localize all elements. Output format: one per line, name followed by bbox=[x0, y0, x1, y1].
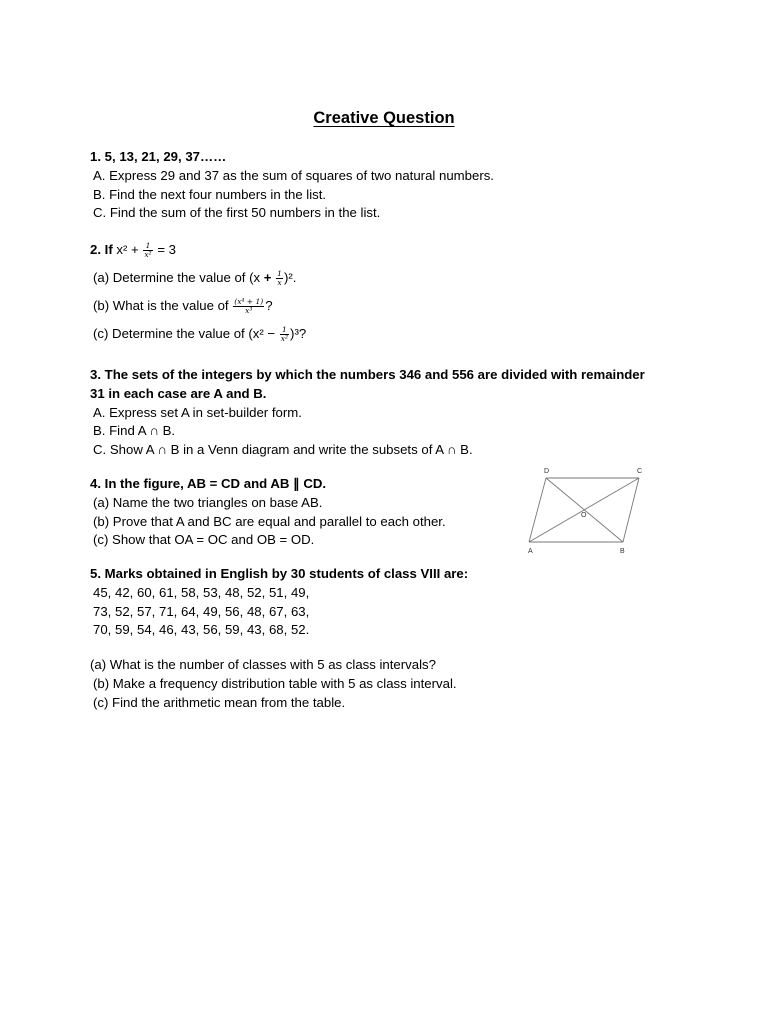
marks-row-3: 70, 59, 54, 46, 43, 56, 59, 43, 68, 52. bbox=[93, 622, 310, 638]
fraction bbox=[233, 298, 264, 315]
question-2-part-a bbox=[90, 264, 690, 292]
question-1-part-a: A. Express 29 and 37 as the sum of squares of two natural numbers. bbox=[93, 167, 494, 183]
question-2-part-b bbox=[90, 292, 690, 320]
fraction-numerator: (x⁴ + 1) bbox=[234, 297, 264, 307]
point-o-label: O bbox=[581, 512, 587, 519]
question-2-part-c bbox=[90, 320, 690, 348]
fraction-numerator: 1 bbox=[277, 269, 282, 279]
question-2-equals: = 3 bbox=[153, 242, 177, 257]
question-1-heading: 1. 5, 13, 21, 29, 37…… bbox=[90, 149, 227, 164]
question-5 bbox=[90, 565, 690, 640]
question-1-part-b: B. Find the next four numbers in the list. bbox=[93, 186, 327, 202]
parallelogram-figure bbox=[522, 462, 652, 557]
question-4-heading: 4. In the figure, AB = CD and AB ∥ CD. bbox=[90, 476, 327, 491]
question-5-part-b: (b) Make a frequency distribution table with 5 as class interval. bbox=[93, 675, 457, 691]
question-4-part-c: (c) Show that OA = OC and OB = OD. bbox=[93, 532, 315, 548]
diagonal-bd bbox=[546, 478, 623, 542]
part-a-end: )². bbox=[283, 270, 297, 285]
side-bc bbox=[623, 478, 639, 542]
question-5-part-c: (c) Find the arithmetic mean from the table. bbox=[93, 694, 346, 710]
fraction-numerator: 1 bbox=[143, 242, 152, 251]
side-da bbox=[529, 478, 546, 542]
question-2-heading bbox=[90, 236, 690, 264]
question-2 bbox=[90, 236, 690, 348]
part-c-text: (c) Determine the value of (x² − bbox=[93, 326, 279, 341]
question-3 bbox=[90, 366, 690, 460]
part-b-text: (b) What is the value of bbox=[93, 298, 233, 313]
part-a-text: (a) Determine the value of (x bbox=[93, 270, 264, 285]
question-3-heading-line-1: 3. The sets of the integers by which the numbers 346 and 556 are divided with remainder bbox=[90, 367, 645, 382]
fraction bbox=[280, 326, 289, 343]
vertex-b-label: B bbox=[620, 548, 625, 555]
question-3-heading-line-2: 31 in each case are A and B. bbox=[90, 385, 267, 401]
marks-row-2: 73, 52, 57, 71, 64, 49, 56, 48, 67, 63, bbox=[93, 603, 310, 619]
fraction-denominator: x bbox=[277, 278, 282, 288]
marks-row-1: 45, 42, 60, 61, 58, 53, 48, 52, 51, 49, bbox=[93, 584, 310, 600]
fraction-numerator: 1 bbox=[280, 326, 289, 335]
part-c-end: )³? bbox=[290, 326, 307, 341]
vertex-d-label: D bbox=[544, 468, 550, 475]
question-3-part-c: C. Show A ∩ B in a Venn diagram and write the subsets of A ∩ B. bbox=[93, 442, 473, 458]
question-2-expr: x² + bbox=[116, 242, 143, 257]
page-title: Creative Question bbox=[313, 109, 455, 127]
question-1 bbox=[90, 148, 690, 223]
fraction-denominator: x³ bbox=[245, 306, 253, 316]
question-1-part-c: C. Find the sum of the first 50 numbers in the list. bbox=[93, 205, 381, 221]
question-4-part-b: (b) Prove that A and BC are equal and parallel to each other. bbox=[93, 513, 446, 529]
fraction-denominator: x² bbox=[144, 250, 152, 260]
question-5-heading: 5. Marks obtained in English by 30 students of class VIII are: bbox=[90, 566, 469, 581]
fraction-denominator: x² bbox=[280, 334, 289, 344]
question-2-number: 2. If bbox=[90, 242, 117, 257]
question-3-part-a: A. Express set A in set-builder form. bbox=[93, 404, 302, 420]
part-b-end: ? bbox=[265, 298, 273, 313]
fraction bbox=[143, 242, 152, 259]
fraction bbox=[276, 270, 283, 287]
question-3-part-b: B. Find A ∩ B. bbox=[93, 423, 176, 439]
question-5-part-a: (a) What is the number of classes with 5 as class intervals? bbox=[90, 657, 436, 672]
question-4-part-a: (a) Name the two triangles on base AB. bbox=[93, 494, 323, 510]
vertex-a-label: A bbox=[528, 548, 533, 555]
vertex-c-label: C bbox=[637, 468, 643, 475]
plus-sign: + bbox=[263, 270, 272, 285]
question-5-parts bbox=[90, 656, 690, 712]
